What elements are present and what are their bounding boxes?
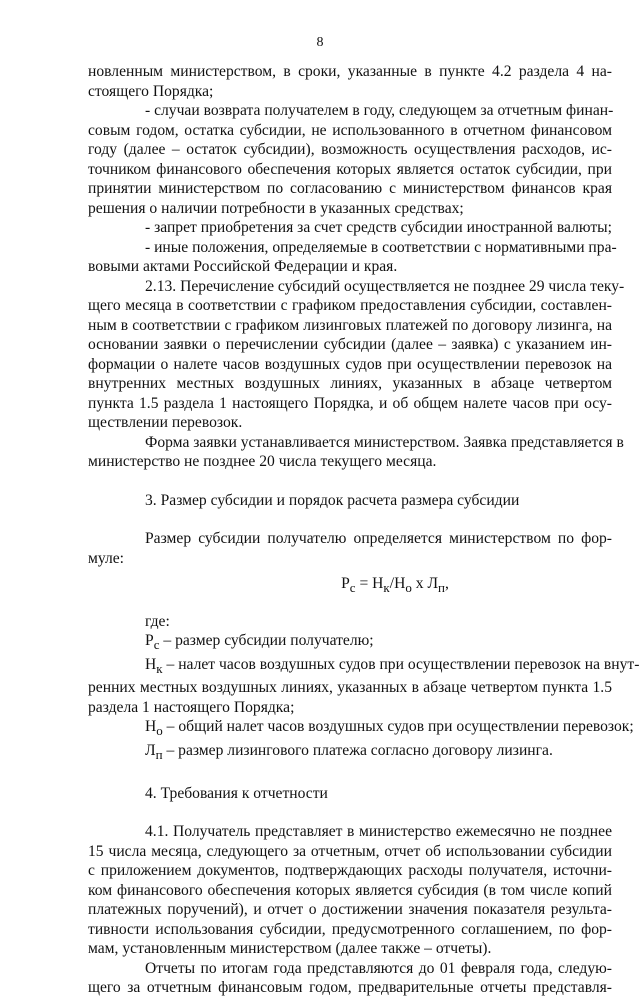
where-label: где: bbox=[145, 612, 170, 630]
text-line: новленным министерством, в сроки, указанные в пункте 4.2 раздела 4 на- bbox=[88, 63, 612, 80]
text-line: щего месяца в соответствии с графиком предоставления субсидии, составлен- bbox=[88, 297, 612, 314]
text-line: пункта 1.5 раздела 1 настоящего Порядка, и об общем налете часов при осу- bbox=[88, 394, 612, 412]
text-line: платежных поручений), и отчет о достижении значения показателя результа- bbox=[88, 901, 612, 919]
text-line: $Н_к$ – налет часов воздушных судов при осуществлении перевозок на внут- bbox=[145, 655, 640, 676]
section-4-heading: 4. Требования к отчетности bbox=[145, 784, 328, 802]
text-line: Форма заявки устанавливается министерством. Заявка представляется в bbox=[145, 433, 624, 451]
paragraph-refund-remainder bbox=[88, 101, 612, 218]
definition-ho: $Н_о$ – общий налет часов воздушных судов при осуществлении перевозок; bbox=[145, 718, 634, 739]
text-line: тивности использования субсидии, предусмотренного соглашением, по фор- bbox=[88, 920, 612, 938]
definition-hk bbox=[88, 655, 640, 718]
text-line: совым годом, остатка субсидии, не использованного в отчетном финансовом bbox=[88, 121, 612, 139]
paragraph-formula-intro bbox=[88, 529, 612, 568]
text-line: 4.1. Получатель представляет в министерство ежемесячно не позднее bbox=[145, 823, 612, 841]
paragraph-application-form bbox=[88, 433, 624, 472]
text-line: Размер субсидии получателю определяется министерством по фор- bbox=[145, 530, 612, 547]
text-line: щего за отчетным финансовым годом, предварительные отчеты представля- bbox=[88, 979, 612, 997]
section-3-heading: 3. Размер субсидии и порядок расчета размера субсидии bbox=[145, 491, 520, 509]
paragraph-2-13 bbox=[88, 277, 625, 433]
definition-lp: $Л_п$ – размер лизингового платежа согласно договору лизинга. bbox=[145, 741, 553, 763]
paragraph-currency-ban bbox=[88, 218, 612, 238]
text-line: ным в соответствии с графиком лизинговых платежей по договору лизинга, на bbox=[88, 316, 612, 334]
subsidy-formula: $Р_с = Н_к/Н_о$ х $Л_п$, bbox=[341, 575, 449, 596]
text-line: внутренних местных воздушных линиях, указанных в абзаце четвертом bbox=[88, 375, 612, 392]
text-line: году (далее – остаток субсидии), возможность осуществления расходов, ис- bbox=[88, 141, 612, 158]
text-line: - запрет приобретения за счет средств субсидии иностранной валюты; bbox=[145, 219, 612, 236]
text-line: раздела 1 настоящего Порядка; bbox=[88, 698, 295, 716]
text-line: - случаи возврата получателем в году, следующем за отчетным финан- bbox=[145, 102, 614, 119]
text-line: решения о наличии потребности в указанных средствах; bbox=[88, 199, 464, 217]
text-line: точником финансового обеспечения которых является остаток субсидии, при bbox=[88, 160, 612, 178]
text-line: с приложением документов, подтверждающих расходы получателя, источни- bbox=[88, 862, 612, 880]
text-line: Отчеты по итогам года представляются до 01 февраля года, следую- bbox=[145, 959, 612, 977]
text-line: вовыми актами Российской Федерации и края. bbox=[88, 258, 398, 275]
text-line: принятии министерством по согласованию с министерством финансов края bbox=[88, 180, 612, 197]
text-line: мам, установленным министерством (далее также – отчеты). bbox=[88, 940, 492, 958]
paragraph-annual-reports bbox=[88, 959, 612, 998]
text-line: формации о налете часов воздушных судов при осуществлении перевозок на bbox=[88, 355, 612, 373]
paragraph-other-provisions bbox=[88, 238, 617, 277]
document-body bbox=[88, 62, 640, 998]
page-number: 8 bbox=[316, 35, 324, 50]
text-line: основании заявки о перечислении субсидии (далее – заявка) с указанием ин- bbox=[88, 336, 612, 353]
paragraph-continuation bbox=[88, 62, 612, 101]
text-line: 15 числа месяца, следующего за отчетным, отчет об использовании субсидии bbox=[88, 842, 612, 860]
text-line: ренних местных воздушных линиях, указанных в абзаце четвертом пункта 1.5 bbox=[88, 679, 612, 697]
text-line: 2.13. Перечисление субсидий осуществляется не позднее 29 числа теку- bbox=[145, 277, 625, 295]
text-line: стоящего Порядка; bbox=[88, 82, 214, 100]
paragraph-4-1 bbox=[88, 822, 612, 959]
definition-rs: $Р_с$ – размер субсидии получателю; bbox=[145, 632, 374, 653]
text-line: ществлении перевозок. bbox=[88, 414, 243, 431]
text-line: ком финансового обеспечения которых является субсидия (в том числе копий bbox=[88, 881, 612, 899]
text-line: муле: bbox=[88, 549, 125, 567]
text-line: министерство не позднее 20 числа текущего месяца. bbox=[88, 453, 437, 470]
text-line: - иные положения, определяемые в соответствии с нормативными пра- bbox=[145, 238, 617, 256]
